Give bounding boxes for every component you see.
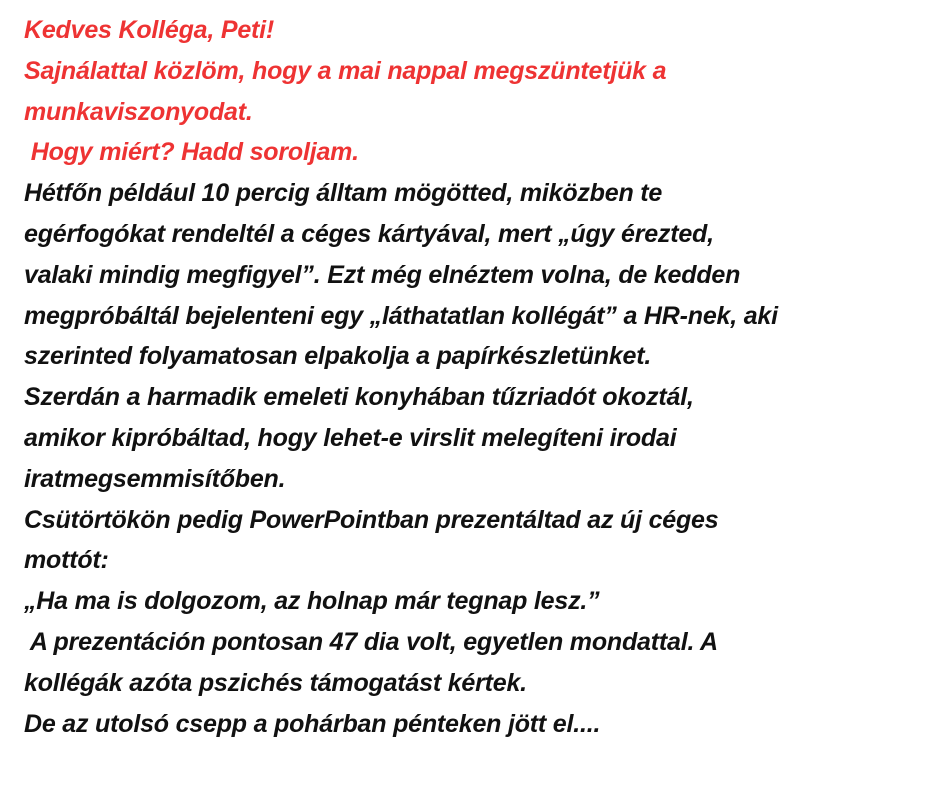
- body-line: De az utolsó csepp a pohárban pénteken jött el....: [24, 709, 601, 738]
- body-line: A prezentáción pontosan 47 dia volt, egyetlen mondattal. A: [24, 627, 718, 656]
- body-line: szerinted folyamatosan elpakolja a papírkészletünket.: [24, 342, 652, 371]
- letter-body: [24, 10, 940, 744]
- intro-line: munkaviszonyodat.: [24, 97, 253, 126]
- body-line: egérfogókat rendeltél a céges kártyával, mert „úgy érezted,: [24, 219, 714, 248]
- body-line: Szerdán a harmadik emeleti konyhában tűzriadót okoztál,: [24, 383, 694, 412]
- body-line: kollégák azóta pszichés támogatást kértek.: [24, 668, 527, 697]
- body-line: megpróbáltál bejelenteni egy „láthatatlan kollégát” a HR-nek, aki: [24, 301, 778, 330]
- body-line: iratmegsemmisítőben.: [24, 464, 286, 493]
- body-line: mottót:: [24, 546, 109, 575]
- body-line: valaki mindig megfigyel”. Ezt még elnéztem volna, de kedden: [24, 260, 741, 289]
- body-line: amikor kipróbáltad, hogy lehet-e virslit melegíteni irodai: [24, 423, 677, 452]
- greeting-line: Kedves Kolléga, Peti!: [24, 16, 275, 44]
- intro-line: Sajnálattal közlöm, hogy a mai nappal megszüntetjük a: [24, 56, 667, 85]
- body-line: Hétfőn például 10 percig álltam mögötted, miközben te: [24, 179, 663, 208]
- intro-line: Hogy miért? Hadd soroljam.: [24, 138, 359, 167]
- body-line: Csütörtökön pedig PowerPointban prezentáltad az új céges: [24, 505, 719, 534]
- quote-line: „Ha ma is dolgozom, az holnap már tegnap lesz.”: [24, 587, 600, 616]
